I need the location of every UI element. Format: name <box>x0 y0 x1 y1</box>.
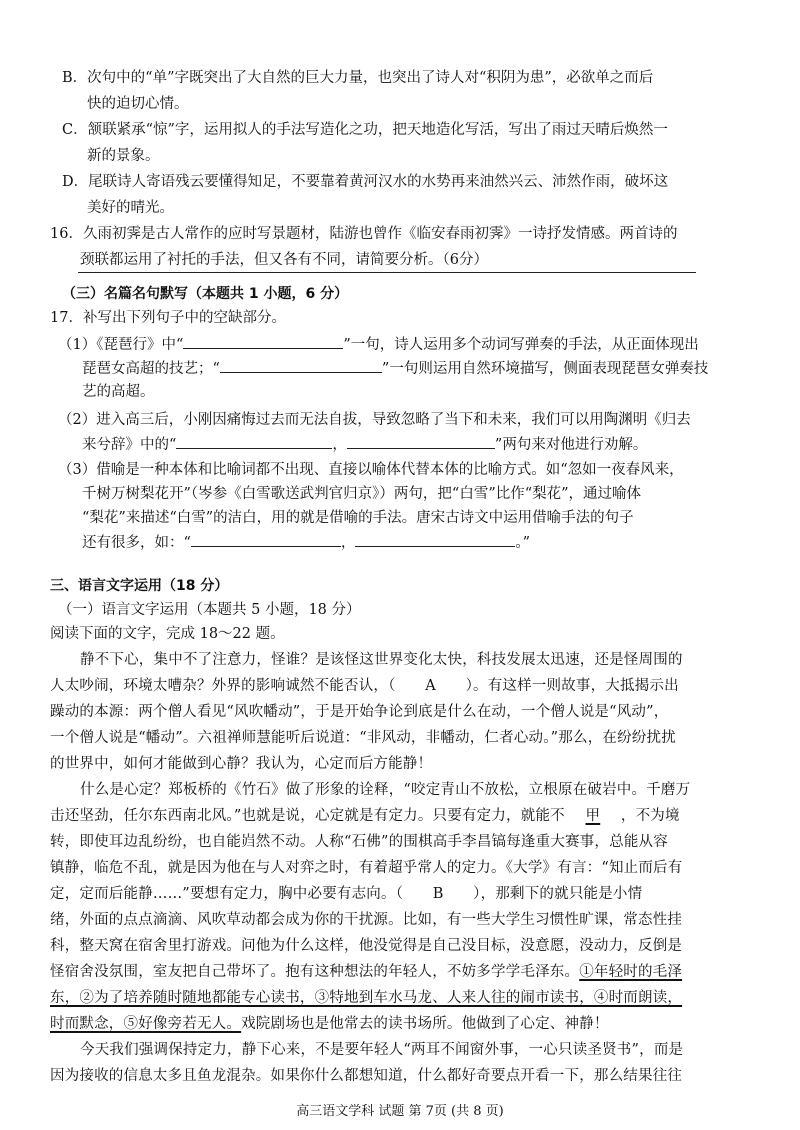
q17-item1-line1: （1）《琵琶行》中“ ”一句，诗人运用多个动词写弹奏的手法，从正面体现出 <box>58 334 699 355</box>
fill-blank-6[interactable] <box>355 532 515 547</box>
q17-item1-line2: 琵琶女高超的技艺；“ ”一句则运用自然环境描写，侧面表现琵琶女弹奏技 <box>82 358 708 379</box>
passage-p2-line5: 定，定而后能静……”要想有定力，胸中必要有志向。（ B ），那剩下的就只能是小情 <box>50 886 643 902</box>
passage-p2-line10: 时而默念，⑤好像旁若无人。戏院剧场也是他常去的读书场所。他做到了心定、神静！ <box>50 1016 609 1032</box>
language-subsection-title: （一）语言文字运用（本题共 5 小题，18 分） <box>58 602 361 618</box>
recitation-section-title: （三）名篇名句默写（本题共 1 小题，6 分） <box>62 286 349 302</box>
blank-a-label: A <box>425 678 436 694</box>
q15-option-c-line1: C．颔联紧承“惊”字，运用拟人的手法写造化之功，把天地造化写活，写出了雨过天晴后焕然一 <box>62 122 668 138</box>
passage-p1-line2: 人太吵闹，环境太嘈杂？外界的影响诚然不能否认，（ A ）。有这样一则故事，大抵揭示出 <box>50 678 679 694</box>
q15-option-b-line2: 快的迫切心情。 <box>87 96 189 112</box>
q16-line2: 颈联都运用了衬托的手法，但又各有不同，请简要分析。（6分） <box>80 252 488 268</box>
passage-p3-line1: 今天我们强调保持定力，静下心来，不是要年轻人“两耳不闻窗外事，一心只读圣贤书”，而是 <box>80 1042 684 1058</box>
q17-item3-line1: （3）借喻是一种本体和比喻词都不出现、直接以喻体代替本体的比喻方式。如“忽如一夜春风来， <box>58 462 684 478</box>
q15-option-c-line2: 新的景象。 <box>87 148 160 164</box>
q16-line1: 16．久雨初霁是古人常作的应时写景题材，陆游也曾作《临安春雨初霁》一诗抒发情感。两首诗的 <box>50 226 678 242</box>
q17-item3-line2: 千树万树梨花开”（岑参《白雪歌送武判官归京》）两句，把“白雪”比作“梨花”，通过喻体 <box>82 486 642 502</box>
q15-option-b-line1: B．次句中的“单”字既突出了大自然的巨大力量，也突出了诗人对“积阴为患”，必欲单之而后 <box>62 70 654 86</box>
blank-jia-label: 甲 <box>585 808 601 824</box>
q17-item2-line2: 来兮辞》中的“ ， ”两句来对他进行劝解。 <box>82 434 647 455</box>
fill-blank-2[interactable] <box>220 358 382 373</box>
passage-p2-line4: 镇静，临危不乱，就是因为他在与人对弈之时，有着超乎常人的定力。《大学》有言：“知止而后有 <box>50 860 683 876</box>
answer-line <box>78 272 696 273</box>
underlined-sentence-part1: ①年轻时的毛泽 <box>579 964 683 980</box>
passage-p1-line4: 一个僧人说是“幡动”。六祖禅师慧能听后说道：“非风动，非幡动，仁者心动。”那么，在纷纷扰扰 <box>50 730 676 746</box>
q17-item2-line1: （2）进入高三后，小刚因痛悔过去而无法自拔，导致忽略了当下和未来，我们可以用陶渊明《归去 <box>58 412 691 428</box>
passage-p1-line5: 的世界中，如何才能做到心静？我认为，心定而后方能静！ <box>50 756 433 772</box>
fill-blank-4[interactable] <box>347 434 495 449</box>
passage-p3-line2: 因为接收的信息太多且鱼龙混杂。如果你什么都想知道，什么都好奇要点开看一下，那么结果往往 <box>50 1068 683 1084</box>
blank-b-label: B <box>432 886 444 902</box>
q17-stem: 17．补写出下列句子中的空缺部分。 <box>50 310 286 326</box>
passage-p2-line3: 转，即使耳边乱纷纷，也自能岿然不动。人称“石佛”的围棋高手李昌镐每逢重大赛事，总能从容 <box>50 834 668 850</box>
language-section-title: 三、语言文字运用（18 分） <box>50 578 229 594</box>
fill-blank-1[interactable] <box>183 334 343 349</box>
underlined-sentence-part3: 时而默念，⑤好像旁若无人。 <box>50 1016 242 1032</box>
underlined-sentence-part2: 东，②为了培养随时随地都能专心读书，③特地到车水马龙、人来人往的闹市读书，④时而朗读， <box>50 990 683 1006</box>
q15-option-d-line1: D．尾联诗人寄语残云要懂得知足，不要靠着黄河汉水的水势再来油然兴云、沛然作雨，破坏这 <box>62 174 669 190</box>
fill-blank-5[interactable] <box>191 532 341 547</box>
passage-p2-line2: 击还坚劲，任尔东西南北风。”也就是说，心定就是有定力。只要有定力，就能不 甲 ，不为境 <box>50 808 680 824</box>
passage-p2-line8: 怪宿舍没氛围，室友把自己带坏了。抱有这种想法的年轻人，不妨多学学毛泽东。①年轻时的毛泽 <box>50 964 683 980</box>
q15-option-d-line2: 美好的晴光。 <box>87 200 174 216</box>
fill-blank-3[interactable] <box>176 434 332 449</box>
passage-p1-line1: 静不下心，集中不了注意力，怪谁？是该怪这世界变化太快，科技发展太迅速，还是怪周围的 <box>80 652 683 668</box>
q17-item3-line4: 还有很多，如：“ ， 。” <box>82 532 530 553</box>
passage-p1-line3: 躁动的本源：两个僧人看见“风吹幡动”，于是开始争论到底是什么在动，一个僧人说是“风动”， <box>50 704 669 720</box>
passage-p2-line6: 绪，外面的点点滴滴、风吹草动都会成为你的干扰源。比如，有一些大学生习惯性旷课，常态性挂 <box>50 912 683 928</box>
passage-p2-line1: 什么是心定？郑板桥的《竹石》做了形象的诠释，“咬定青山不放松，立根原在破岩中。千磨万 <box>80 782 691 798</box>
q17-item1-line3: 艺的高超。 <box>82 384 155 400</box>
page-footer: 高三语文学科 试题 第 7页 (共 8 页) <box>296 1104 504 1119</box>
reading-instruction: 阅读下面的文字，完成 18～22 题。 <box>50 626 285 642</box>
passage-p2-line7: 科，整天窝在宿舍里打游戏。问他为什么这样，他没觉得是自己没目标，没意愿，没动力，反倒是 <box>50 938 683 954</box>
q17-item3-line3: “梨花”来描述“白雪”的洁白，用的就是借喻的手法。唐宋古诗文中运用借喻手法的句子 <box>82 510 634 526</box>
